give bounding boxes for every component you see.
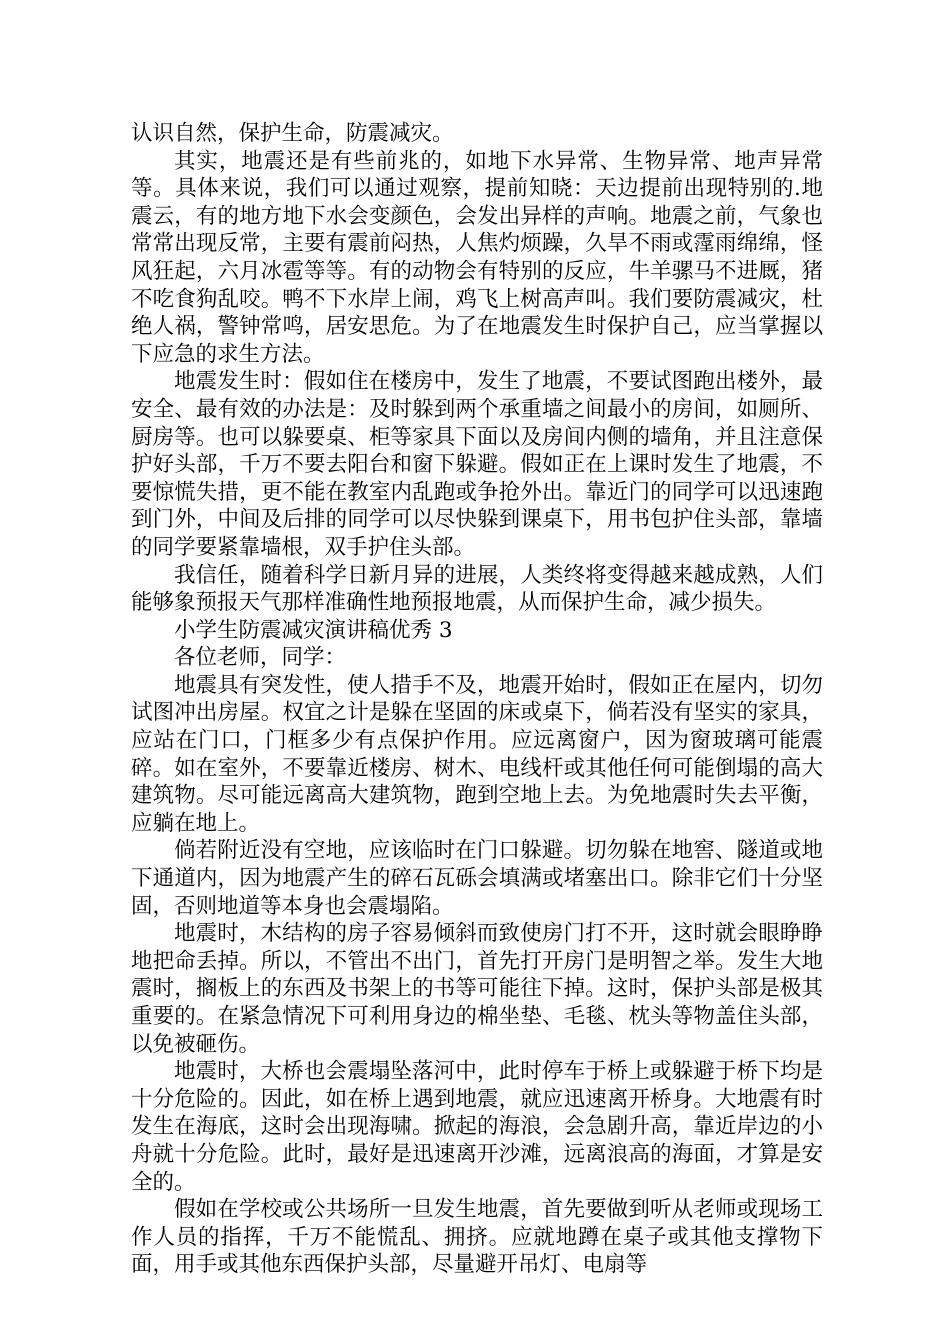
salutation: 各位老师，同学： — [174, 645, 347, 671]
paragraph-9: 地震时，大桥也会震塌坠落河中，此时停车于桥上或躲避于桥下均是十分危险的。因此，如在桥上遇到地震，就应迅速离开桥身。大地震有时发生在海底，这时会出现海啸。掀起的海浪，会急剧升高，靠近岸边的小舟就十分危险。此时，最好是迅速离开沙滩，远离浪高的海面，才算是安全的。 — [131, 1059, 823, 1195]
paragraph-7: 倘若附近没有空地，应该临时在门口躲避。切勿躲在地窖、隧道或地下通道内，因为地震产生的碎石瓦砾会填满或堵塞出口。除非它们十分坚固，否则地道等本身也会震塌陷。 — [131, 838, 823, 919]
paragraph-6: 地震具有突发性，使人措手不及，地震开始时，假如正在屋内，切勿试图冲出房屋。权宜之计是躲在坚固的床或桌下，倘若没有坚实的家具，应站在门口，门框多少有点保护作用。应远离窗户，因为窗玻璃可能震碎。如在室外，不要靠近楼房、树木、电线杆或其他任何可能倒塌的高大建筑物。尽可能远离高大建筑物，跑到空地上去。为免地震时失去平衡，应躺在地上。 — [131, 672, 823, 836]
paragraph-10: 假如在学校或公共场所一旦发生地震，首先要做到听从老师或现场工作人员的指挥，千万不能慌乱、拥挤。应就地蹲在桌子或其他支撑物下面，用手或其他东西保护头部，尽量避开吊灯、电扇等 — [131, 1197, 823, 1278]
section-heading: 小学生防震减灾演讲稿优秀 3 — [174, 617, 453, 643]
paragraph-0: 认识自然，保护生命，防震减灾。 — [131, 121, 454, 146]
paragraph-1: 其实，地震还是有些前兆的，如地下水异常、生物异常、地声异常等。具体来说，我们可以通过观察，提前知晓：天边提前出现特别的.地震云，有的地方地下水会变颜色，会发出异样的声响。地震之前，气象也常常出现反常，主要有震前闷热，人焦灼烦躁，久旱不雨或霪雨绵绵，怪风狂起，六月冰雹等等。有的动物会有特别的反应，牛羊骡马不进厩，猪不吃食狗乱咬。鸭不下水岸上闹，鸡飞上树高声叫。我们要防震减灾，杜绝人祸，警钟常鸣，居安思危。为了在地震发生时保护自己，应当掌握以下应急的求生方法。 — [131, 148, 823, 367]
paragraph-3: 我信任，随着科学日新月异的进展，人类终将变得越来越成熟，人们能够象预报天气那样准确性地预报地震，从而保护生命，减少损失。 — [131, 562, 823, 616]
paragraph-2: 地震发生时：假如住在楼房中，发生了地震，不要试图跑出楼外，最安全、最有效的办法是：及时躲到两个承重墙之间最小的房间，如厕所、厨房等。也可以躲要桌、柜等家具下面以及房间内侧的墙角，并且注意保护好头部，千万不要去阳台和窗下躲避。假如正在上课时发生了地震，不要惊慌失措，更不能在教室内乱跑或争抢外出。靠近门的同学可以迅速跑到门外，中间及后排的同学可以尽快躲到课桌下，用书包护住头部，靠墙的同学要紧靠墙根，双手护住头部。 — [131, 369, 823, 560]
paragraph-8: 地震时，木结构的房子容易倾斜而致使房门打不开，这时就会眼睁睁地把命丢掉。所以，不管出不出门，首先打开房门是明智之举。发生大地震时，搁板上的东西及书架上的书等可能往下掉。这时，保护头部是极其重要的。在紧急情况下可利用身边的棉坐垫、毛毯、枕头等物盖住头部，以免被砸伤。 — [131, 921, 823, 1057]
document-body — [131, 120, 823, 1279]
